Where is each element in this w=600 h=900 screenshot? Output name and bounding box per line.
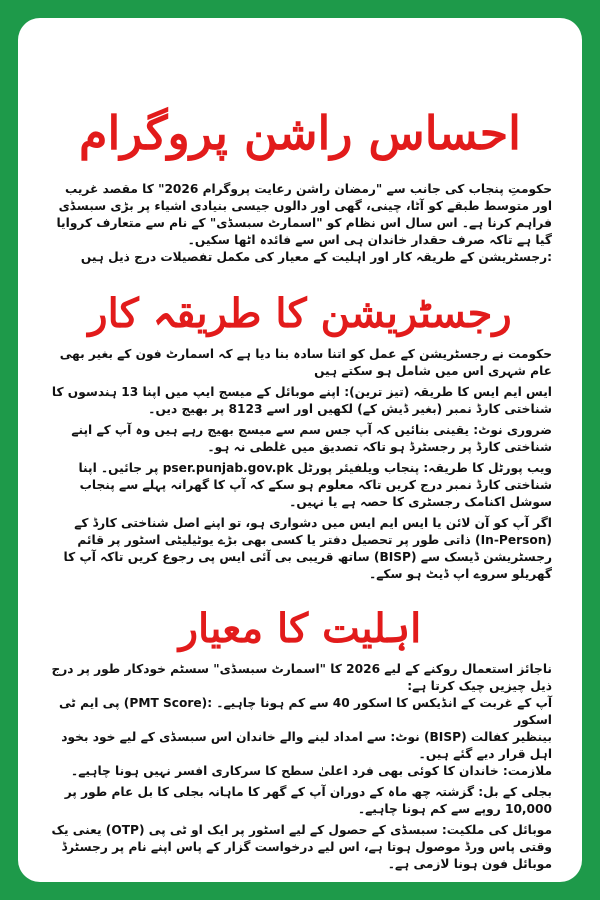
registration-in-person: اگر آپ کو آن لائن یا ایس ایم ایس میں دشواری ہو، تو اپنے اصل شناختی کارڈ کے (In-Person) ذاتی طور پر تحصیل دفتر یا کسی بھی بڑے یوٹیلیٹی اسٹور پر قائم رجسٹریشن ڈیسک سے (BISP) ساتھ قریبی بی آئی ایس پی رجوع کریں تاکہ آپ کا گھریلو سروے اپ ڈیٹ ہو سکے۔: [63, 516, 552, 582]
eligibility-mobile-ownership: موبائل کی ملکیت: سبسڈی کے حصول کے لیے اسٹور پر ایک او ٹی پی (OTP) یعنی یک وقتی پاس ورڈ موصول ہوتا ہے، اس لیے درخواست گزار کے پاس اپنے نام پر رجسٹرڈ موبائل فون ہونا لازمی ہے۔: [51, 823, 552, 872]
registration-intro: حکومت نے رجسٹریشن کے عمل کو اتنا سادہ بنا دیا ہے کہ اسمارٹ فون کے بغیر بھی عام شہری اس میں شامل ہو سکتے ہیں: [59, 347, 552, 379]
eligibility-electricity-bill: بجلی کے بل: گزشتہ چھ ماہ کے دوران آپ کے گھر کا ماہانہ بجلی کا بل عام طور پر 10,000 روپے سے کم ہونا چاہیے۔: [64, 785, 552, 817]
registration-heading: رجسٹریشن کا طریقہ کار: [88, 290, 512, 338]
eligibility-employment: ملازمت: خاندان کا کوئی بھی فرد اعلیٰ سطح کا سرکاری افسر نہیں ہونا چاہیے۔: [71, 764, 552, 779]
eligibility-bisp-note: بینظیر کفالت (BISP) نوٹ: سے امداد لینے والے خاندان اس سبسڈی کے لیے خود بخود اہل قرار دیے گئے ہیں۔: [61, 730, 552, 762]
eligibility-pmt-score: آپ کے غربت کے انڈیکس کا اسکور 40 سے کم ہونا چاہیے۔ :(PMT Score) پی ایم ٹی اسکور: [58, 696, 552, 728]
article: [18, 18, 582, 873]
registration-important-note: ضروری نوٹ: یقینی بنائیں کہ آپ جس سم سے میسج بھیج رہے ہیں وہ آپ کے اپنے شناختی کارڈ پر رجسٹرڈ ہو تاکہ تصدیق میں غلطی نہ ہو۔: [71, 423, 552, 455]
content-card: [18, 18, 582, 882]
eligibility-heading: اہلیت کا معیار: [178, 605, 422, 653]
registration-web-portal: ویب پورٹل کا طریقہ: پنجاب ویلفیئر پورٹل pser.punjab.gov.pk پر جائیں۔ اپنا شناختی کارڈ نمبر درج کریں تاکہ معلوم ہو سکے کہ آپ کا گھرانہ پہلے سے پنجاب سوشل اکنامک رجسٹری کا حصہ ہے یا نہیں۔: [78, 461, 552, 510]
eligibility-intro: ناجائز استعمال روکنے کے لیے 2026 کا "اسمارٹ سبسڈی" سسٹم خودکار طور پر درج ذیل چیزیں چیک کرتا ہے:: [51, 662, 552, 694]
page-title: احساس راشن پروگرام: [79, 106, 521, 160]
intro-paragraph: حکومتِ پنجاب کی جانب سے "رمضان راشن رعایت پروگرام 2026" کا مقصد غریب اور متوسط طبقے کو آٹا، چینی، گھی اور دالوں جیسی بنیادی اشیاء پر بڑی سبسڈی فراہم کرنا ہے۔ اس سال اس نظام کو "اسمارٹ سبسڈی" کے نام سے متعارف کروایا گیا ہے تاکہ صرف حقدار خاندان ہی اس سے فائدہ اٹھا سکیں۔: [56, 182, 552, 248]
intro-note: :رجسٹریشن کے طریقہ کار اور اہلیت کے معیار کی مکمل تفصیلات درج ذیل ہیں: [80, 250, 552, 265]
registration-sms-method: ایس ایم ایس کا طریقہ (تیز ترین): اپنے موبائل کے میسج ایپ میں اپنا 13 ہندسوں کا شناختی کارڈ نمبر (بغیر ڈیش کے) لکھیں اور اسے 8123 پر بھیج دیں۔: [51, 385, 552, 417]
